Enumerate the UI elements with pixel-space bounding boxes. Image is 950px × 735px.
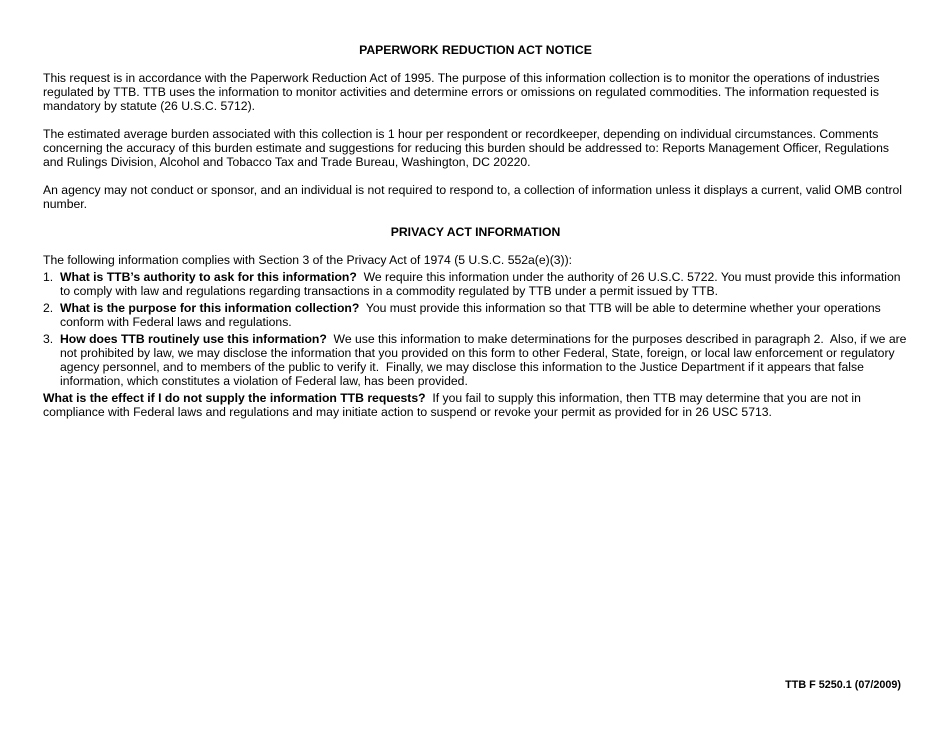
- paperwork-paragraph-omb: An agency may not conduct or sponsor, and an individual is not required to respond to, a collection of information unless it displays a current, valid OMB control number.: [43, 183, 903, 211]
- list-number: 2.: [43, 301, 54, 315]
- effect-answer: If you fail to supply this information, then TTB may determine that you are not in compliance with Federal laws and regulations and may initiate action to suspend or revoke your permit as provided for in 26 USC 5713.: [43, 391, 865, 419]
- privacy-intro: The following information complies with Section 3 of the Privacy Act of 1974 (5 U.S.C. 552a(e)(3)):: [43, 253, 573, 267]
- privacy-answer: We require this information under the authority of 26 U.S.C. 5722. You must provide this information to comply with law and regulations regarding transactions in a commodity regulated by TTB under a permit issued by TTB.: [60, 270, 904, 298]
- list-number: 3.: [43, 332, 54, 346]
- privacy-effect-paragraph: [43, 391, 908, 419]
- effect-question: What is the effect if I do not supply the information TTB requests?: [43, 391, 426, 405]
- privacy-item-authority: [43, 270, 908, 298]
- privacy-answer: You must provide this information so that TTB will be able to determine whether your operations conform with Federal laws and regulations.: [60, 301, 885, 329]
- privacy-question: What is the purpose for this information collection?: [60, 301, 360, 315]
- privacy-answer: We use this information to make determinations for the purposes described in paragraph 2. Also, if we are not prohibited by law, we may disclose the information that you provided on this form to other Federal, State, foreign, or local law enforcement or regulatory agency personnel, and to members of the public to verify it. Finally, we may disclose this information to the Justice Department if it appears that false information, which constitutes a violation of Federal law, has been provided.: [60, 332, 910, 388]
- privacy-item-routine-use: [43, 332, 908, 388]
- document-content: [43, 43, 908, 419]
- paperwork-paragraph-purpose: This request is in accordance with the Paperwork Reduction Act of 1995. The purpose of this information collection is to monitor the operations of industries regulated by TTB. TTB uses the information to monitor activities and determine errors or omissions on regulated commodities. The information requested is mandatory by statute (26 U.S.C. 5712).: [43, 71, 880, 113]
- paperwork-paragraph-burden: The estimated average burden associated with this collection is 1 hour per respondent or recordkeeper, depending on individual circumstances. Comments concerning the accuracy of this burden estimate and suggestions for reducing this burden should be addressed to: Reports Management Officer, Regulations and Rulings Division, Alcohol and Tobacco Tax and Trade Bureau, Washington, DC 20220.: [43, 127, 889, 169]
- list-number: 1.: [43, 270, 54, 284]
- privacy-question-list: [43, 270, 908, 388]
- privacy-title: PRIVACY ACT INFORMATION: [390, 225, 561, 239]
- paperwork-title: PAPERWORK REDUCTION ACT NOTICE: [359, 43, 592, 57]
- privacy-item-purpose: [43, 301, 908, 329]
- privacy-question: What is TTB’s authority to ask for this information?: [60, 270, 357, 284]
- form-identifier: TTB F 5250.1 (07/2009): [785, 679, 901, 691]
- privacy-question: How does TTB routinely use this information?: [60, 332, 327, 346]
